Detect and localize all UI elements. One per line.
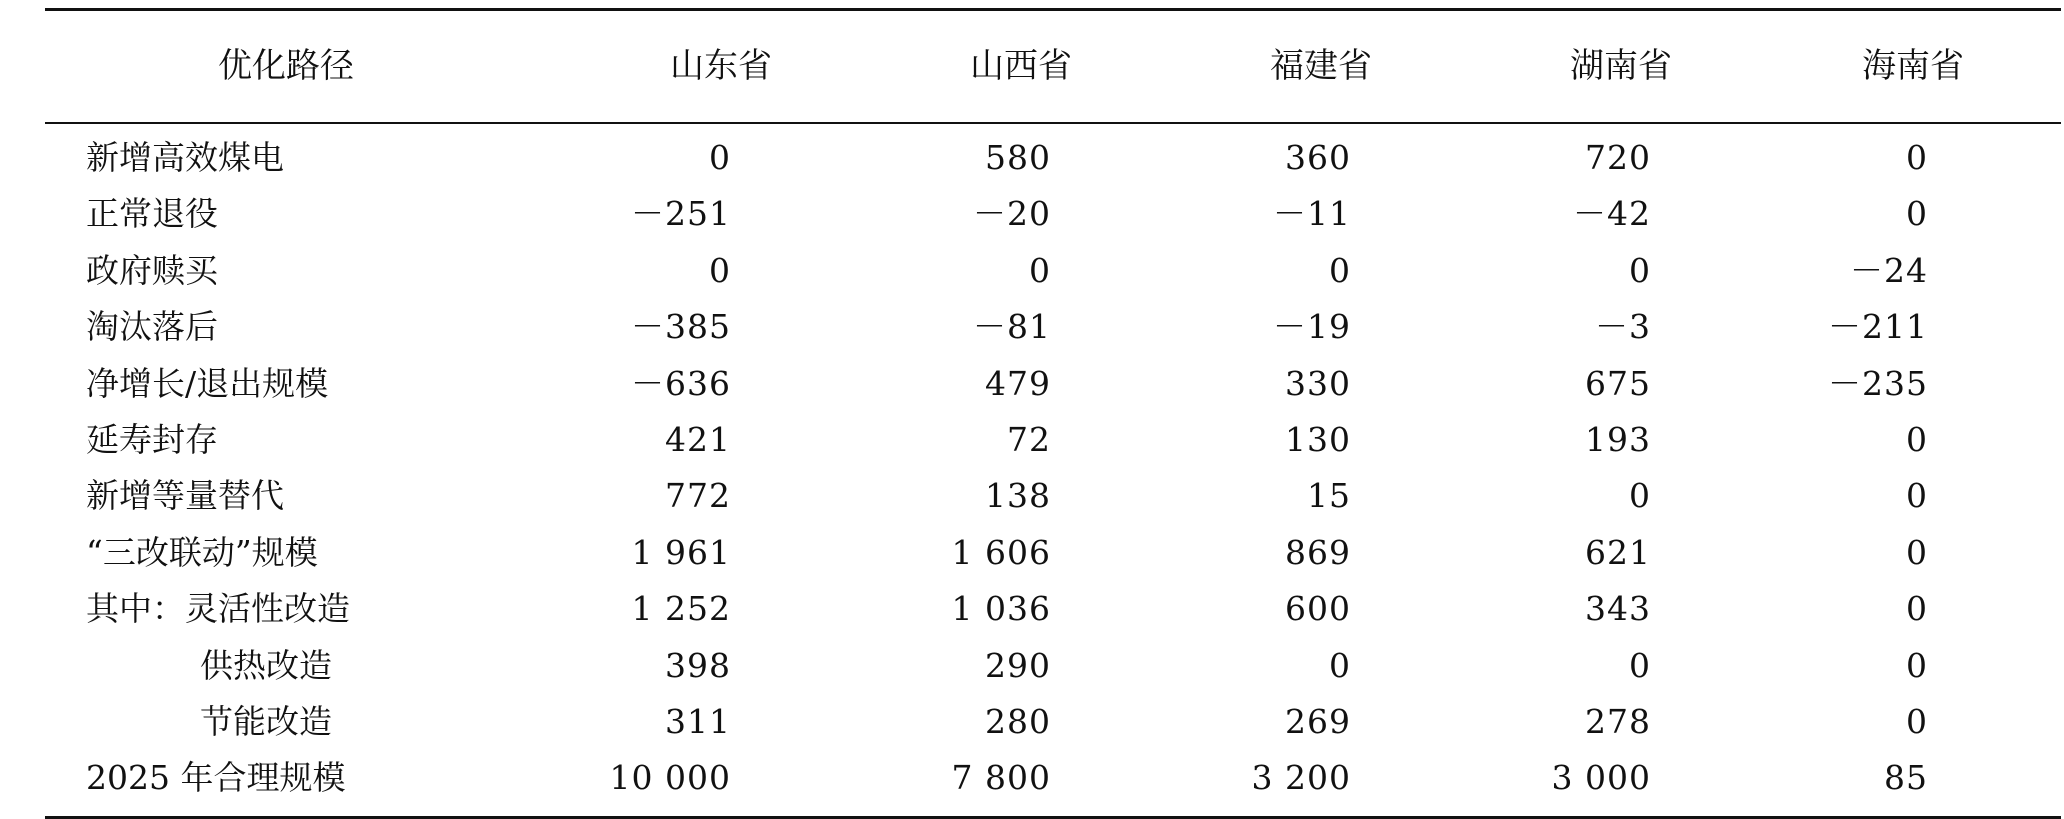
- table-body: [45, 124, 2061, 807]
- row-label: 节能改造: [200, 701, 332, 741]
- cell-fujian: －19: [1273, 307, 1351, 347]
- cell-shanxi: 7 800: [951, 758, 1051, 798]
- cell-fujian: 330: [1285, 363, 1351, 403]
- row-label: 新增高效煤电: [86, 138, 284, 177]
- cell-hainan: －24: [1850, 250, 1928, 290]
- table-row: [45, 468, 2061, 524]
- cell-shandong: 1 252: [631, 589, 731, 629]
- header-shandong: 山东省: [670, 46, 772, 86]
- cell-fujian: 869: [1285, 532, 1351, 572]
- cell-shandong: －251: [631, 194, 731, 234]
- row-label: 延寿封存: [86, 419, 218, 459]
- cell-shanxi: 72: [1007, 419, 1051, 459]
- cell-hunan: 0: [1629, 250, 1651, 290]
- table-row: [45, 694, 2061, 750]
- cell-hunan: －3: [1595, 307, 1651, 347]
- cell-fujian: 130: [1285, 419, 1351, 459]
- table-header-row: [45, 11, 2061, 122]
- cell-shanxi: 1 606: [951, 532, 1051, 572]
- cell-hunan: 3 000: [1551, 758, 1651, 798]
- cell-fujian: 360: [1285, 138, 1351, 177]
- cell-fujian: 0: [1329, 250, 1351, 290]
- table-row: [45, 412, 2061, 468]
- table-row: [45, 186, 2061, 242]
- cell-hunan: 720: [1585, 138, 1651, 177]
- table-bottom-rule: [45, 816, 2061, 819]
- header-optimization-path: 优化路径: [218, 46, 354, 86]
- cell-shandong: 0: [709, 250, 731, 290]
- cell-hainan: 0: [1906, 138, 1928, 177]
- cell-hainan: 0: [1906, 589, 1928, 629]
- cell-shanxi: 280: [985, 701, 1051, 741]
- cell-fujian: 3 200: [1251, 758, 1351, 798]
- row-label: 淘汰落后: [86, 307, 218, 347]
- data-table: [45, 8, 2061, 819]
- row-label: 正常退役: [86, 194, 218, 234]
- cell-shanxi: 1 036: [951, 589, 1051, 629]
- header-hunan: 湖南省: [1570, 46, 1672, 86]
- cell-shanxi: 580: [985, 138, 1051, 177]
- row-label: “三改联动”规模: [86, 532, 318, 572]
- row-label: 政府赎买: [86, 250, 218, 290]
- cell-fujian: 0: [1329, 645, 1351, 685]
- cell-hainan: 0: [1906, 476, 1928, 516]
- row-label: 净增长/退出规模: [86, 363, 329, 403]
- table-row: [45, 130, 2061, 186]
- table-row: [45, 243, 2061, 299]
- cell-shandong: 10 000: [609, 758, 731, 798]
- cell-shandong: －636: [631, 363, 731, 403]
- row-label: 2025 年合理规模: [86, 758, 346, 798]
- row-label: 供热改造: [200, 645, 332, 685]
- cell-shanxi: 290: [985, 645, 1051, 685]
- header-shanxi: 山西省: [970, 46, 1072, 86]
- cell-shandong: 1 961: [631, 532, 731, 572]
- cell-shanxi: 0: [1029, 250, 1051, 290]
- cell-hunan: 621: [1585, 532, 1651, 572]
- cell-hainan: 0: [1906, 419, 1928, 459]
- cell-hunan: 193: [1585, 419, 1651, 459]
- cell-shandong: 311: [665, 701, 731, 741]
- header-hainan: 海南省: [1862, 46, 1964, 86]
- cell-shanxi: －20: [973, 194, 1051, 234]
- cell-hainan: 0: [1906, 194, 1928, 234]
- table-row: [45, 581, 2061, 637]
- table-row: [45, 525, 2061, 581]
- cell-fujian: 269: [1285, 701, 1351, 741]
- cell-shandong: －385: [631, 307, 731, 347]
- cell-hunan: 0: [1629, 645, 1651, 685]
- cell-hainan: 0: [1906, 532, 1928, 572]
- cell-hunan: 343: [1585, 589, 1651, 629]
- cell-shanxi: －81: [973, 307, 1051, 347]
- cell-hainan: －235: [1828, 363, 1928, 403]
- cell-hainan: －211: [1828, 307, 1928, 347]
- cell-hunan: 675: [1585, 363, 1651, 403]
- cell-hainan: 0: [1906, 645, 1928, 685]
- cell-hunan: 278: [1585, 701, 1651, 741]
- row-label: 其中：灵活性改造: [86, 589, 350, 629]
- cell-shandong: 772: [665, 476, 731, 516]
- table-row: [45, 356, 2061, 412]
- cell-shandong: 0: [709, 138, 731, 177]
- cell-fujian: 15: [1307, 476, 1351, 516]
- cell-hainan: 0: [1906, 701, 1928, 741]
- table-row: [45, 638, 2061, 694]
- cell-fujian: 600: [1285, 589, 1351, 629]
- cell-shandong: 421: [665, 419, 731, 459]
- cell-hunan: －42: [1573, 194, 1651, 234]
- cell-shandong: 398: [665, 645, 731, 685]
- row-label: 新增等量替代: [86, 476, 284, 516]
- table-row: [45, 299, 2061, 355]
- table-row: [45, 750, 2061, 806]
- cell-shanxi: 138: [985, 476, 1051, 516]
- cell-hunan: 0: [1629, 476, 1651, 516]
- cell-shanxi: 479: [985, 363, 1051, 403]
- cell-fujian: －11: [1273, 194, 1351, 234]
- header-fujian: 福建省: [1270, 46, 1372, 86]
- cell-hainan: 85: [1884, 758, 1928, 798]
